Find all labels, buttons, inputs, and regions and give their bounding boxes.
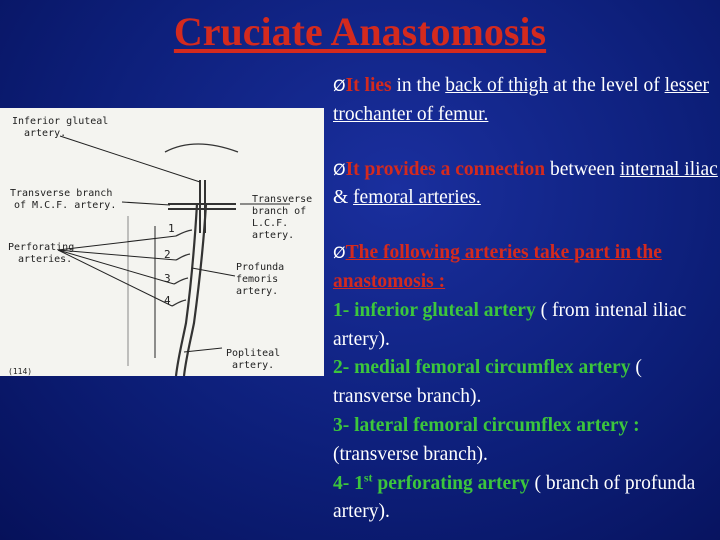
ordinal-suffix: st: [363, 470, 373, 485]
svg-text:(114): [8, 367, 32, 376]
bullet2-underlined-a: internal iliac: [619, 158, 718, 180]
label-perforating-1: Perforating: [8, 242, 75, 253]
artery-item-number: 4- 1: [333, 472, 364, 494]
label-inferior-gluteal-2: artery.: [24, 128, 67, 139]
bullet-location: [333, 72, 718, 130]
bullet-participating-arteries: [333, 239, 718, 527]
svg-text:Inferior gluteal: [12, 116, 108, 127]
artery-item-number: 3-: [333, 414, 355, 436]
artery-item-3: [333, 412, 718, 470]
arrow-bullet-icon: Ø: [333, 159, 346, 179]
svg-text:of M.C.F. artery.: [14, 200, 116, 211]
label-transverse-mcf-1: Transverse branch: [10, 188, 113, 199]
label-inferior-gluteal-1: Inferior gluteal: [12, 116, 109, 127]
label-popliteal-2: artery.: [232, 360, 275, 371]
svg-text:artery.: [252, 230, 294, 241]
bullet1-text-a: in the: [391, 75, 446, 96]
label-perforating-2: arteries.: [18, 254, 73, 265]
perforator-number-2: 2: [164, 248, 171, 261]
artery-item-detail: ( from intenal iliac artery).: [333, 299, 687, 350]
artery-item-name: inferior gluteal artery: [354, 299, 536, 321]
anatomy-diagram: [0, 108, 324, 376]
artery-item-2: [333, 354, 718, 412]
svg-text:3: [164, 272, 171, 285]
svg-text:Popliteal: [226, 348, 280, 359]
perforator-number-3: 3: [164, 272, 171, 285]
artery-item-name: lateral femoral circumflex artery :: [354, 414, 640, 436]
svg-text:artery.: [236, 286, 278, 297]
bullet1-emphasis: It lies: [345, 75, 392, 96]
slide-title: Cruciate Anastomosis: [173, 9, 547, 54]
label-transverse-mcf-2: of M.C.F. artery.: [14, 200, 117, 211]
svg-text:artery.: [24, 128, 66, 139]
label-transverse-lcf-4: artery.: [252, 230, 295, 241]
svg-text:2: [164, 248, 171, 261]
label-transverse-lcf-2: branch of: [252, 206, 307, 217]
label-profunda-1: Profunda: [236, 262, 285, 273]
svg-text:artery.: [232, 360, 274, 371]
artery-item-name: medial femoral circumflex artery: [354, 357, 631, 379]
arrow-bullet-icon: Ø: [333, 76, 346, 95]
label-profunda-2: femoris: [236, 274, 279, 285]
artery-item-4: [333, 470, 718, 528]
bullet-connection: [333, 156, 718, 214]
artery-item-number: 1-: [333, 299, 355, 321]
label-transverse-lcf-1: Transverse: [252, 194, 313, 205]
svg-text:Transverse branch: [10, 188, 112, 199]
artery-item-detail: ( branch of profunda artery).: [333, 472, 696, 523]
artery-item-1: [333, 297, 718, 355]
svg-text:femoris: [236, 274, 278, 285]
anatomy-diagram-drawing: [0, 108, 324, 376]
artery-item-detail: ( transverse branch).: [333, 357, 642, 408]
svg-text:Profunda: [236, 262, 284, 273]
bullet2-text-b: &: [333, 187, 354, 209]
bullet2-underlined-b: femoral arteries.: [353, 187, 481, 209]
svg-text:branch of: [252, 206, 306, 217]
svg-text:arteries.: [18, 254, 72, 265]
svg-text:L.C.F.: [252, 218, 288, 229]
figure-number: (114): [8, 367, 33, 376]
arrow-bullet-icon: Ø: [333, 243, 346, 263]
perforator-number-1: 1: [168, 222, 175, 235]
bullet2-text-a: between: [545, 158, 620, 180]
bullet1-text-b: at the level of: [548, 75, 665, 96]
svg-text:Transverse: [252, 194, 312, 205]
svg-text:4: [164, 294, 171, 307]
artery-item-detail: (transverse branch).: [333, 443, 488, 465]
bullet1-underlined-b: lesser trochanter of femur.: [333, 75, 709, 125]
svg-text:1: [168, 222, 175, 235]
bullet-list: [333, 72, 718, 527]
artery-item-number: 2-: [333, 357, 355, 379]
artery-item-name: perforating artery: [372, 472, 530, 494]
svg-text:Perforating: [8, 242, 74, 253]
label-profunda-3: artery.: [236, 286, 279, 297]
label-transverse-lcf-3: L.C.F.: [252, 218, 289, 229]
bullet1-underlined-a: back of thigh: [445, 75, 549, 96]
bullet2-emphasis: It provides a connection: [345, 158, 546, 180]
bullet3-heading: The following arteries take part in the anastomosis :: [333, 242, 662, 292]
label-popliteal-1: Popliteal: [226, 348, 281, 359]
perforator-number-4: 4: [164, 294, 171, 307]
